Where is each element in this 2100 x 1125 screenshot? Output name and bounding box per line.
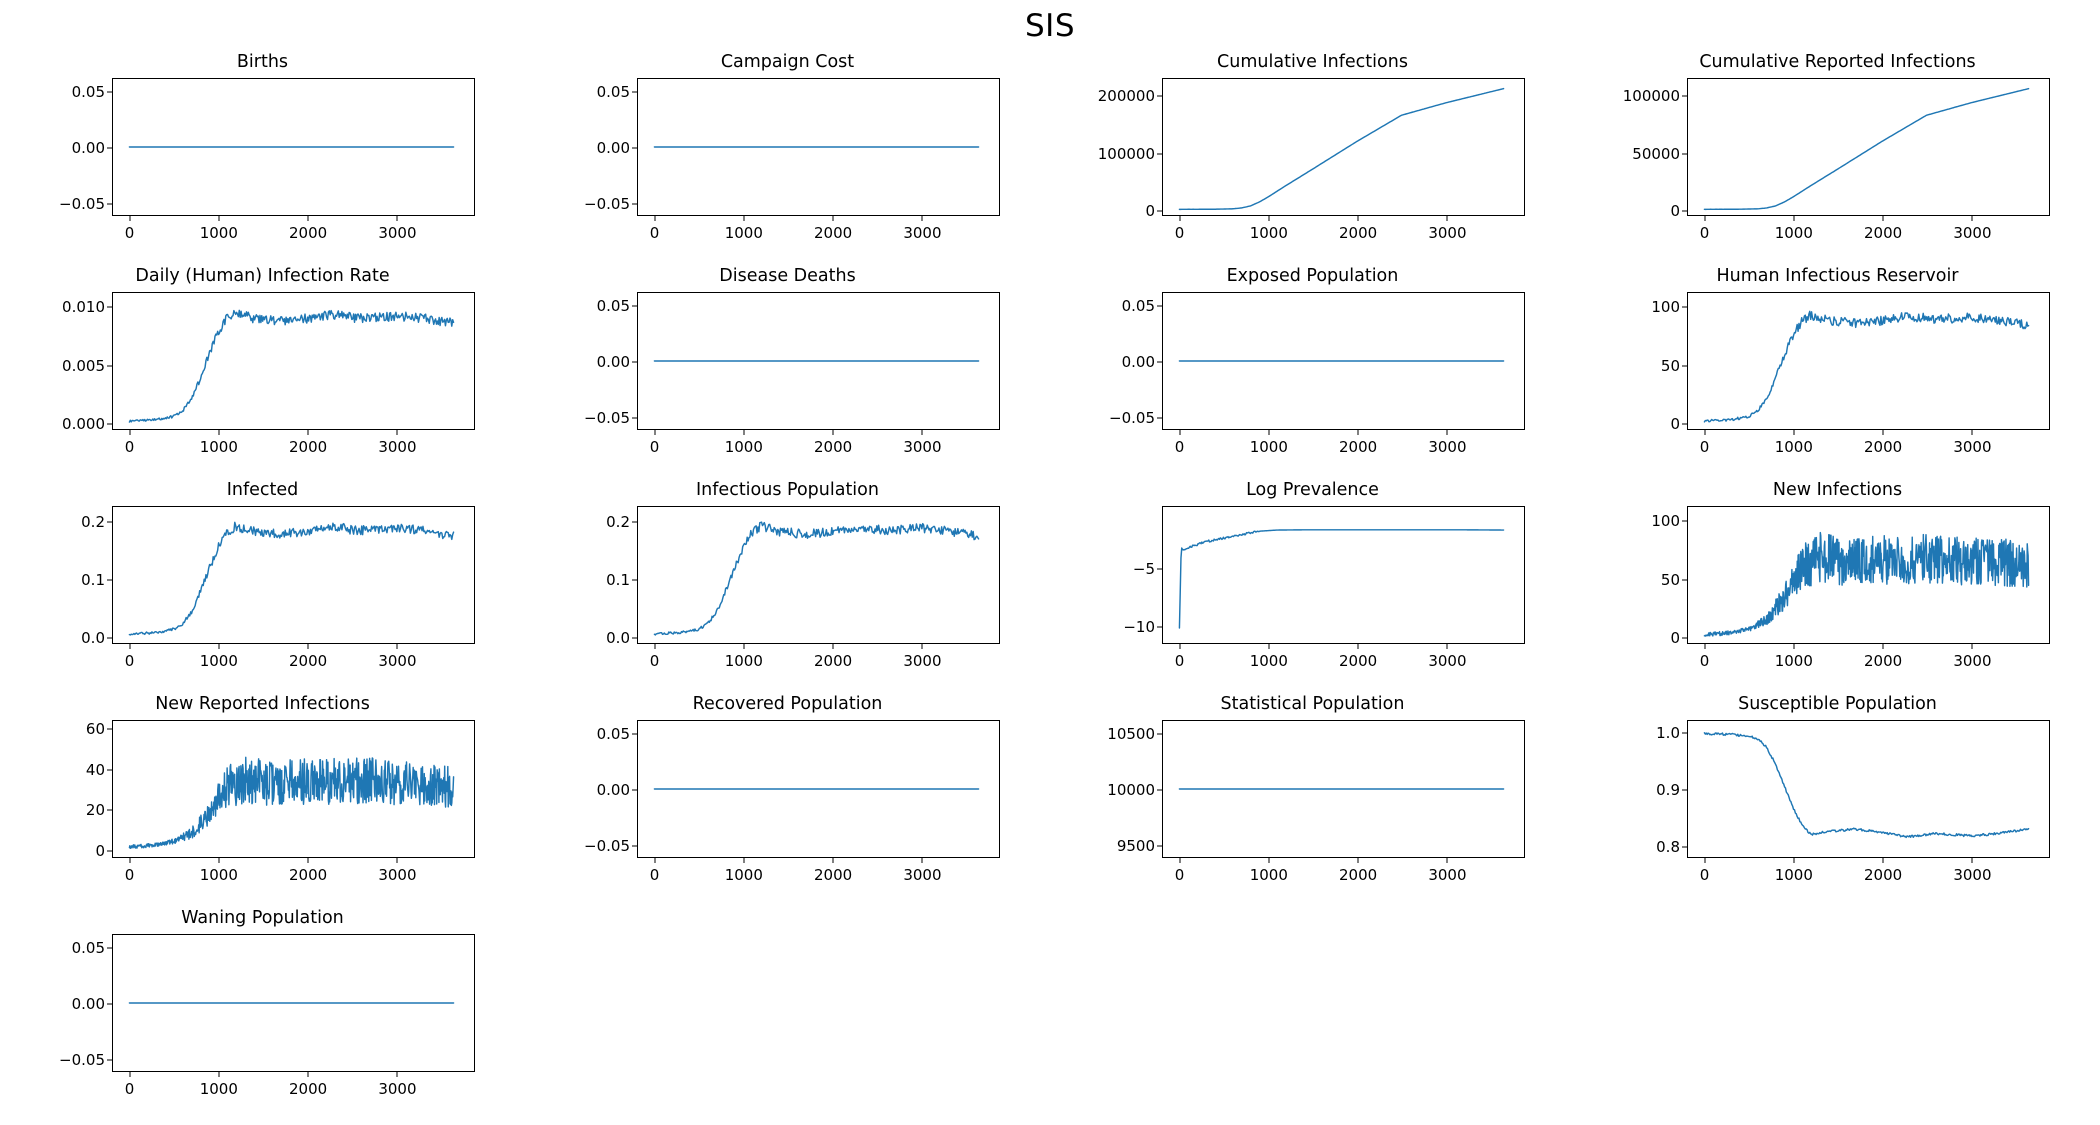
x-tick-mark (308, 429, 309, 435)
y-tick-label: 0.1 (606, 570, 630, 589)
x-tick-label: 0 (1174, 866, 1185, 884)
data-line (1704, 311, 2028, 422)
x-tick-mark (833, 215, 834, 221)
y-tick-label: 0.000 (62, 414, 105, 433)
x-tick-label: 0 (649, 438, 660, 456)
x-tick-label: 2000 (289, 438, 328, 456)
x-tick-label: 3000 (378, 438, 417, 456)
x-tick-mark (1793, 215, 1794, 221)
subplot-title: Recovered Population (692, 694, 883, 714)
x-tick-label: 2000 (1864, 438, 1903, 456)
x-tick-label: 0 (1174, 224, 1185, 242)
x-tick-mark (833, 643, 834, 649)
data-line (1179, 89, 1503, 210)
x-tick-label: 0 (1699, 438, 1710, 456)
x-tick-label: 2000 (1864, 224, 1903, 242)
subplot-infectious-population (525, 476, 1050, 690)
y-tick-label: 0.00 (1121, 353, 1155, 371)
x-tick-mark (1358, 429, 1359, 435)
x-tick-mark (1179, 857, 1180, 863)
plot-axes (85, 720, 475, 884)
x-tick-label: 1000 (199, 1080, 238, 1098)
x-tick-label: 1000 (1249, 438, 1288, 456)
subplot-title: Human Infectious Reservoir (1716, 266, 1959, 286)
x-tick-mark (1972, 643, 1973, 649)
y-tick-label: 200000 (1097, 87, 1155, 106)
x-tick-mark (308, 643, 309, 649)
plot-axes (1622, 78, 2050, 242)
subplot-exposed-population (1050, 262, 1575, 476)
y-tick-label: 0 (1145, 202, 1155, 221)
y-tick-label: 0.2 (606, 512, 630, 531)
x-tick-label: 3000 (1953, 652, 1992, 670)
x-tick-mark (129, 429, 130, 435)
subplot-cumulative-infections (1050, 48, 1575, 262)
x-tick-label: 0 (1174, 652, 1185, 670)
x-tick-label: 2000 (1339, 224, 1378, 242)
x-tick-mark (308, 857, 309, 863)
y-tick-label: 0 (1670, 202, 1680, 221)
plot-axes (1097, 78, 1525, 242)
subplot-daily-human-infection-rate (0, 262, 525, 476)
x-tick-label: 1000 (1774, 652, 1813, 670)
x-tick-mark (129, 1071, 130, 1077)
x-tick-mark (922, 857, 923, 863)
plot-axes (606, 506, 1000, 670)
x-tick-label: 1000 (199, 438, 238, 456)
y-tick-label: 0.005 (62, 356, 105, 375)
y-tick-label: −0.05 (584, 408, 630, 427)
x-tick-label: 3000 (378, 652, 417, 670)
x-tick-label: 2000 (1339, 652, 1378, 670)
x-tick-label: 1000 (1774, 866, 1813, 884)
x-tick-mark (308, 1071, 309, 1077)
x-tick-label: 2000 (289, 652, 328, 670)
x-tick-mark (218, 1071, 219, 1077)
x-tick-label: 1000 (1249, 224, 1288, 242)
x-tick-mark (1793, 857, 1794, 863)
x-tick-mark (129, 643, 130, 649)
x-tick-mark (1793, 429, 1794, 435)
x-tick-mark (1704, 857, 1705, 863)
x-tick-label: 2000 (814, 438, 853, 456)
subplot-infected (0, 476, 525, 690)
x-tick-label: 2000 (1864, 652, 1903, 670)
x-tick-label: 0 (124, 224, 135, 242)
x-tick-label: 1000 (199, 224, 238, 242)
x-tick-mark (743, 643, 744, 649)
subplot-human-infectious-reservoir (1575, 262, 2100, 476)
subplot-new-reported-infections (0, 690, 525, 904)
y-tick-label: 50 (1660, 356, 1680, 375)
data-line (129, 757, 453, 848)
x-tick-label: 3000 (903, 438, 942, 456)
y-tick-label: 40 (85, 760, 105, 779)
x-tick-mark (1447, 643, 1448, 649)
x-tick-mark (218, 857, 219, 863)
x-tick-label: 0 (649, 224, 660, 242)
x-tick-mark (129, 215, 130, 221)
plot-axes (59, 78, 475, 242)
y-tick-label: 0.00 (71, 995, 105, 1013)
x-tick-mark (922, 643, 923, 649)
subplot-recovered-population (525, 690, 1050, 904)
x-tick-mark (129, 857, 130, 863)
x-tick-mark (1704, 215, 1705, 221)
y-tick-label: 100000 (1622, 87, 1680, 106)
y-tick-label: 100000 (1097, 144, 1155, 163)
x-tick-mark (397, 1071, 398, 1077)
x-tick-label: 0 (1699, 652, 1710, 670)
y-tick-label: 0.9 (1656, 781, 1680, 799)
subplot-title: Disease Deaths (719, 266, 856, 286)
x-tick-mark (397, 215, 398, 221)
subplot-title: Susceptible Population (1738, 694, 1937, 714)
x-tick-label: 2000 (814, 866, 853, 884)
x-tick-label: 2000 (814, 224, 853, 242)
x-tick-label: 0 (649, 866, 660, 884)
y-tick-label: 1.0 (1656, 724, 1680, 743)
x-tick-mark (1972, 215, 1973, 221)
subplot-title: Exposed Population (1226, 266, 1399, 286)
x-tick-label: 2000 (289, 866, 328, 884)
x-tick-label: 1000 (724, 652, 763, 670)
x-tick-mark (397, 643, 398, 649)
x-tick-mark (1704, 643, 1705, 649)
subplot-campaign-cost (525, 48, 1050, 262)
y-tick-label: 0.05 (596, 83, 630, 102)
y-tick-label: 0.010 (62, 298, 105, 317)
subplot-title: New Infections (1772, 480, 1903, 500)
x-tick-mark (218, 643, 219, 649)
y-tick-label: 0 (1670, 628, 1680, 647)
x-tick-mark (743, 429, 744, 435)
x-tick-mark (833, 857, 834, 863)
x-tick-mark (1793, 643, 1794, 649)
x-tick-mark (1358, 215, 1359, 221)
x-tick-label: 3000 (378, 224, 417, 242)
x-tick-mark (1972, 857, 1973, 863)
subplot-grid (0, 48, 2100, 1118)
x-tick-mark (1268, 857, 1269, 863)
plot-axes (1656, 720, 2050, 884)
x-tick-mark (1447, 429, 1448, 435)
subplot-disease-deaths (525, 262, 1050, 476)
y-tick-label: 50 (1660, 570, 1680, 589)
subplot-statistical-population (1050, 690, 1575, 904)
y-tick-label: 20 (85, 801, 105, 820)
x-tick-mark (397, 857, 398, 863)
x-tick-mark (743, 215, 744, 221)
x-tick-label: 2000 (1339, 866, 1378, 884)
x-tick-mark (1179, 215, 1180, 221)
plot-axes (1651, 506, 2050, 670)
y-tick-label: 60 (85, 720, 105, 739)
x-tick-mark (1358, 857, 1359, 863)
plot-axes (59, 934, 475, 1098)
data-line (1704, 533, 2028, 636)
x-tick-label: 1000 (199, 652, 238, 670)
x-tick-mark (1268, 429, 1269, 435)
plot-axes (1651, 292, 2050, 456)
x-tick-mark (1268, 643, 1269, 649)
y-tick-label: −0.05 (584, 836, 630, 855)
data-line (1179, 530, 1503, 628)
y-tick-label: 0 (95, 841, 105, 860)
subplot-waning-population (0, 904, 525, 1118)
x-tick-label: 2000 (814, 652, 853, 670)
x-tick-label: 2000 (289, 1080, 328, 1098)
x-tick-label: 1000 (724, 224, 763, 242)
x-tick-mark (1447, 215, 1448, 221)
x-tick-label: 1000 (724, 866, 763, 884)
y-tick-label: 50000 (1632, 144, 1680, 163)
data-line (1704, 733, 2028, 838)
x-tick-mark (743, 857, 744, 863)
plot-axes (1109, 292, 1525, 456)
plot-axes (81, 506, 475, 670)
subplot-title: Cumulative Reported Infections (1699, 52, 1976, 72)
data-line (1704, 89, 2028, 210)
x-tick-label: 3000 (378, 866, 417, 884)
y-tick-label: 10000 (1107, 781, 1155, 799)
y-tick-label: 0.0 (81, 629, 105, 647)
y-tick-label: −5 (1132, 559, 1155, 578)
subplot-title: New Reported Infections (155, 694, 370, 714)
x-tick-mark (218, 215, 219, 221)
y-tick-label: −0.05 (59, 1050, 105, 1069)
x-tick-label: 0 (1174, 438, 1185, 456)
x-tick-label: 3000 (903, 652, 942, 670)
y-tick-label: 0.05 (596, 725, 630, 744)
x-tick-label: 1000 (1249, 866, 1288, 884)
y-tick-label: 0.1 (81, 570, 105, 589)
subplot-title: Births (236, 52, 289, 72)
x-tick-mark (1268, 215, 1269, 221)
plot-axes (584, 292, 1000, 456)
subplot-log-prevalence (1050, 476, 1575, 690)
x-tick-label: 1000 (1774, 224, 1813, 242)
data-line (129, 522, 453, 635)
subplot-cumulative-reported-infections (1575, 48, 2100, 262)
x-tick-label: 2000 (289, 224, 328, 242)
x-tick-mark (922, 215, 923, 221)
x-tick-label: 1000 (1249, 652, 1288, 670)
subplot-title: Statistical Population (1220, 694, 1405, 714)
y-tick-label: −0.05 (584, 194, 630, 213)
subplot-title: Waning Population (181, 908, 344, 928)
y-tick-label: 10500 (1107, 725, 1155, 744)
x-tick-label: 3000 (1953, 438, 1992, 456)
x-tick-label: 3000 (1428, 438, 1467, 456)
subplot-title: Infectious Population (696, 480, 879, 500)
x-tick-label: 3000 (1428, 224, 1467, 242)
x-tick-mark (1704, 429, 1705, 435)
x-tick-label: 3000 (1953, 866, 1992, 884)
x-tick-label: 0 (124, 652, 135, 670)
y-tick-label: −10 (1123, 618, 1155, 637)
x-tick-mark (1179, 643, 1180, 649)
y-tick-label: 0.2 (81, 512, 105, 531)
y-tick-label: 0.05 (596, 297, 630, 316)
x-tick-label: 0 (1699, 224, 1710, 242)
plot-axes (62, 292, 475, 456)
y-tick-label: 0.05 (71, 83, 105, 102)
x-tick-label: 3000 (903, 866, 942, 884)
subplot-title: Log Prevalence (1246, 480, 1379, 500)
data-line (129, 310, 453, 422)
data-line (654, 522, 978, 635)
plot-axes (1107, 720, 1525, 884)
x-tick-mark (1883, 857, 1884, 863)
x-tick-mark (1883, 643, 1884, 649)
y-tick-label: 100 (1651, 298, 1680, 317)
x-tick-mark (1883, 429, 1884, 435)
subplot-title: Infected (226, 480, 299, 500)
x-tick-mark (654, 215, 655, 221)
y-tick-label: 100 (1651, 512, 1680, 531)
x-tick-label: 0 (124, 866, 135, 884)
x-tick-mark (654, 857, 655, 863)
y-tick-label: 0.05 (71, 939, 105, 958)
subplot-births (0, 48, 525, 262)
y-tick-label: 0.0 (606, 629, 630, 647)
x-tick-mark (654, 429, 655, 435)
y-tick-label: 0.05 (1121, 297, 1155, 316)
y-tick-label: 0.00 (596, 353, 630, 371)
figure-suptitle: SIS (1025, 8, 1075, 44)
x-tick-mark (1358, 643, 1359, 649)
x-tick-mark (308, 215, 309, 221)
y-tick-label: 9500 (1116, 836, 1155, 855)
subplot-new-infections (1575, 476, 2100, 690)
x-tick-label: 3000 (903, 224, 942, 242)
x-tick-mark (1883, 215, 1884, 221)
y-tick-label: 0.00 (71, 139, 105, 157)
subplot-title: Cumulative Infections (1217, 52, 1408, 72)
x-tick-mark (922, 429, 923, 435)
y-tick-label: 0.00 (596, 781, 630, 799)
x-tick-mark (1447, 857, 1448, 863)
x-tick-label: 3000 (1428, 652, 1467, 670)
x-tick-mark (397, 429, 398, 435)
subplot-susceptible-population (1575, 690, 2100, 904)
x-tick-label: 3000 (1953, 224, 1992, 242)
y-tick-label: 0.00 (596, 139, 630, 157)
x-tick-label: 2000 (1339, 438, 1378, 456)
x-tick-label: 1000 (199, 866, 238, 884)
x-tick-mark (218, 429, 219, 435)
y-tick-label: 0 (1670, 414, 1680, 433)
x-tick-label: 1000 (724, 438, 763, 456)
x-tick-mark (654, 643, 655, 649)
plot-axes (1123, 506, 1525, 670)
subplot-title: Campaign Cost (720, 52, 855, 72)
x-tick-label: 2000 (1864, 866, 1903, 884)
subplot-title: Daily (Human) Infection Rate (135, 266, 390, 286)
x-tick-mark (1179, 429, 1180, 435)
x-tick-label: 3000 (1428, 866, 1467, 884)
x-tick-label: 3000 (378, 1080, 417, 1098)
x-tick-label: 0 (124, 438, 135, 456)
y-tick-label: −0.05 (59, 194, 105, 213)
x-tick-label: 1000 (1774, 438, 1813, 456)
plot-axes (584, 78, 1000, 242)
x-tick-label: 0 (1699, 866, 1710, 884)
plot-axes (584, 720, 1000, 884)
x-tick-label: 0 (649, 652, 660, 670)
y-tick-label: 0.8 (1656, 837, 1680, 856)
x-tick-mark (1972, 429, 1973, 435)
x-tick-mark (833, 429, 834, 435)
x-tick-label: 0 (124, 1080, 135, 1098)
y-tick-label: −0.05 (1109, 408, 1155, 427)
